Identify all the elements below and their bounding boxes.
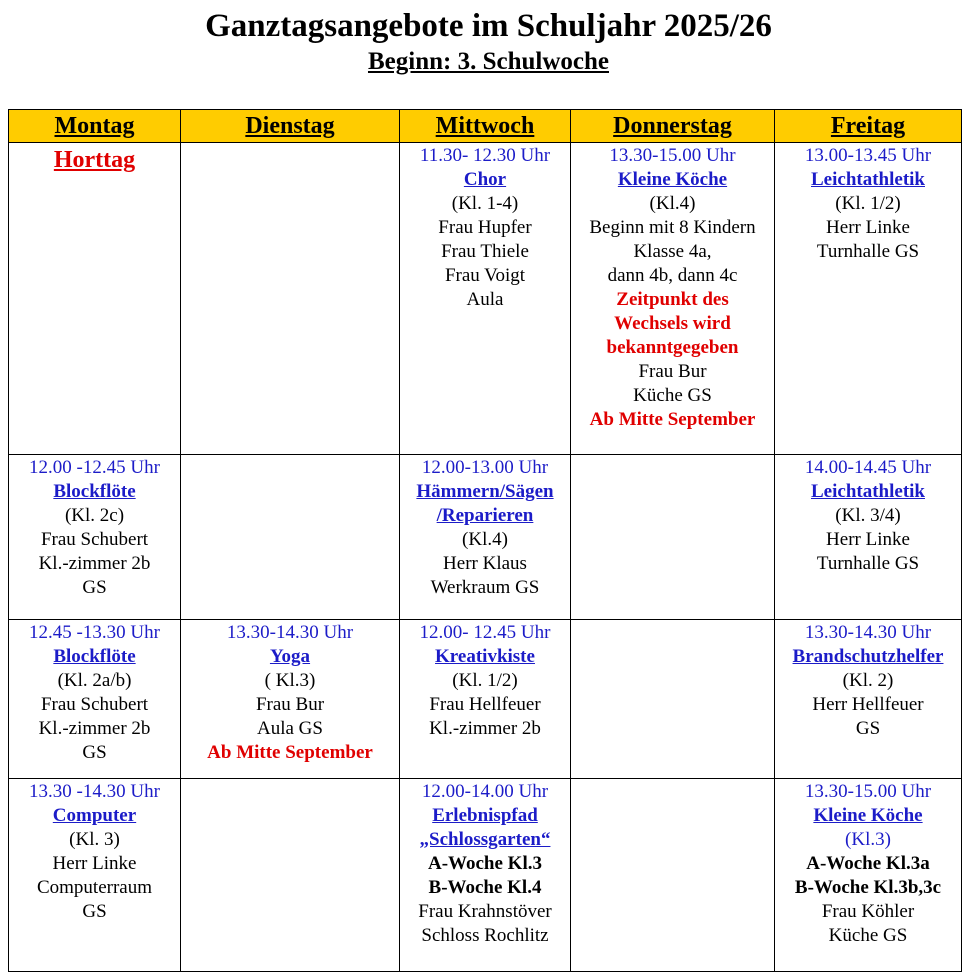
activity-start-note: Ab Mitte September — [207, 742, 373, 763]
activity-class: ( Kl.3) — [264, 670, 316, 691]
activity-teacher: Frau Thiele — [441, 241, 529, 262]
activity-note: dann 4b, dann 4c — [607, 265, 738, 286]
cell-donnerstag-empty — [571, 620, 775, 779]
activity-class: (Kl.3) — [845, 829, 891, 850]
header-freitag: Freitag — [775, 110, 962, 143]
header-donnerstag: Donnerstag — [571, 110, 775, 143]
cell-dienstag-empty — [181, 143, 400, 455]
activity-teacher: Herr Linke — [52, 853, 137, 874]
cell-freitag — [775, 143, 962, 455]
activity-teacher: Frau Hupfer — [438, 217, 532, 238]
page-subtitle: Beginn: 3. Schulwoche — [367, 48, 609, 75]
activity-room: Kl.-zimmer 2b — [429, 718, 541, 739]
activity-room: Küche GS — [828, 925, 908, 946]
activity-teacher: Herr Hellfeuer — [812, 694, 924, 715]
activity-class: (Kl. 2a/b) — [57, 670, 132, 691]
activity-name: Kleine Köche — [813, 805, 923, 826]
activity-room: Aula — [466, 289, 504, 310]
activity-name: Leichtathletik — [811, 481, 925, 502]
activity-class: (Kl.4) — [462, 529, 508, 550]
activity-room: Schloss Rochlitz — [421, 925, 549, 946]
cell-freitag — [775, 779, 962, 972]
activity-time: 12.00-13.00 Uhr — [421, 457, 549, 478]
header-montag: Montag — [9, 110, 181, 143]
activity-red-note: Wechsels wird — [614, 313, 731, 334]
activity-teacher: Frau Köhler — [821, 901, 915, 922]
cell-mittwoch — [400, 143, 571, 455]
activity-room: Turnhalle GS — [816, 241, 920, 262]
activity-room: GS — [82, 901, 107, 922]
cell-freitag — [775, 620, 962, 779]
activity-start-note: Ab Mitte September — [589, 409, 756, 430]
page-title: Ganztagsangebote im Schuljahr 2025/26 — [205, 8, 772, 44]
activity-note: Beginn mit 8 Kindern — [589, 217, 756, 238]
activity-time: 13.00-13.45 Uhr — [804, 145, 932, 166]
cell-dienstag — [181, 620, 400, 779]
activity-name: Brandschutzhelfer — [792, 646, 944, 667]
activity-time: 12.00 -12.45 Uhr — [29, 457, 160, 478]
activity-room: GS — [82, 742, 107, 763]
activity-name: Yoga — [269, 646, 311, 667]
activity-name-cont: „Schlossgarten“ — [419, 829, 551, 850]
activity-name: Chor — [463, 169, 507, 190]
activity-class: (Kl. 1-4) — [451, 193, 519, 214]
cell-montag — [9, 620, 181, 779]
cell-donnerstag — [571, 143, 775, 455]
activity-teacher: Frau Schubert — [40, 694, 149, 715]
table-row — [9, 779, 962, 972]
activity-name: Kleine Köche — [617, 169, 728, 190]
cell-donnerstag-empty — [571, 779, 775, 972]
activity-red-note: bekanntgegeben — [606, 337, 739, 358]
activity-room: Kl.-zimmer 2b — [38, 718, 151, 739]
activity-room: GS — [855, 718, 881, 739]
header-row — [9, 110, 962, 143]
activity-time: 14.00-14.45 Uhr — [804, 457, 932, 478]
activity-name: Computer — [52, 805, 137, 826]
activity-name: Erlebnispfad — [432, 805, 538, 826]
activity-class: (Kl. 3/4) — [835, 505, 901, 526]
activity-room: Küche GS — [633, 385, 712, 406]
activity-name: Hämmern/Sägen — [416, 481, 554, 502]
activity-teacher: Frau Voigt — [444, 265, 526, 286]
activity-week-note: A-Woche Kl.3 — [428, 853, 542, 874]
activity-teacher: Frau Schubert — [40, 529, 149, 550]
activity-room: Werkraum GS — [430, 577, 540, 598]
cell-dienstag-empty — [181, 779, 400, 972]
cell-donnerstag-empty — [571, 455, 775, 620]
activity-time: 11.30- 12.30 Uhr — [419, 145, 551, 166]
activity-teacher: Frau Bur — [638, 361, 707, 382]
activity-time: 13.30-15.00 Uhr — [804, 781, 932, 802]
table-row — [9, 143, 962, 455]
table-row — [9, 455, 962, 620]
horttag-label: Horttag — [53, 147, 136, 173]
activity-time: 12.45 -13.30 Uhr — [29, 622, 160, 643]
activity-room: Turnhalle GS — [816, 553, 920, 574]
activity-name: Leichtathletik — [811, 169, 925, 190]
activity-week-note: A-Woche Kl.3a — [806, 853, 930, 874]
cell-mittwoch — [400, 455, 571, 620]
cell-montag — [9, 779, 181, 972]
activity-time: 12.00- 12.45 Uhr — [419, 622, 551, 643]
activity-class: (Kl. 1/2) — [835, 193, 901, 214]
activity-teacher: Herr Linke — [826, 217, 910, 238]
activity-room: Kl.-zimmer 2b — [38, 553, 151, 574]
header-mittwoch: Mittwoch — [400, 110, 571, 143]
schedule-table — [8, 109, 962, 972]
activity-teacher: Frau Bur — [255, 694, 325, 715]
activity-teacher: Herr Linke — [826, 529, 910, 550]
activity-class: (Kl. 1/2) — [452, 670, 518, 691]
activity-week-note: B-Woche Kl.3b,3c — [794, 877, 942, 898]
activity-teacher: Frau Hellfeuer — [429, 694, 541, 715]
activity-time: 13.30-14.30 Uhr — [804, 622, 932, 643]
cell-freitag — [775, 455, 962, 620]
activity-note: Klasse 4a, — [633, 241, 712, 262]
cell-mittwoch — [400, 620, 571, 779]
activity-room: GS — [82, 577, 107, 598]
activity-name-cont: /Reparieren — [436, 505, 534, 526]
activity-name: Kreativkiste — [435, 646, 535, 667]
activity-name: Blockflöte — [53, 646, 136, 667]
cell-montag — [9, 143, 181, 455]
activity-class: (Kl. 3) — [69, 829, 120, 850]
activity-red-note: Zeitpunkt des — [616, 289, 729, 310]
activity-room: Aula GS — [257, 718, 323, 739]
activity-class: (Kl. 2c) — [64, 505, 125, 526]
cell-montag — [9, 455, 181, 620]
activity-teacher: Frau Krahnstöver — [418, 901, 552, 922]
activity-name: Blockflöte — [53, 481, 136, 502]
activity-room: Computerraum — [36, 877, 153, 898]
activity-time: 12.00-14.00 Uhr — [421, 781, 549, 802]
table-row — [9, 620, 962, 779]
cell-mittwoch — [400, 779, 571, 972]
activity-week-note: B-Woche Kl.4 — [428, 877, 542, 898]
activity-time: 13.30-14.30 Uhr — [226, 622, 354, 643]
activity-teacher: Herr Klaus — [443, 553, 527, 574]
activity-class: (Kl. 2) — [842, 670, 894, 691]
activity-time: 13.30-15.00 Uhr — [609, 145, 736, 166]
activity-time: 13.30 -14.30 Uhr — [29, 781, 160, 802]
cell-dienstag-empty — [181, 455, 400, 620]
header-dienstag: Dienstag — [181, 110, 400, 143]
activity-class: (Kl.4) — [649, 193, 696, 214]
